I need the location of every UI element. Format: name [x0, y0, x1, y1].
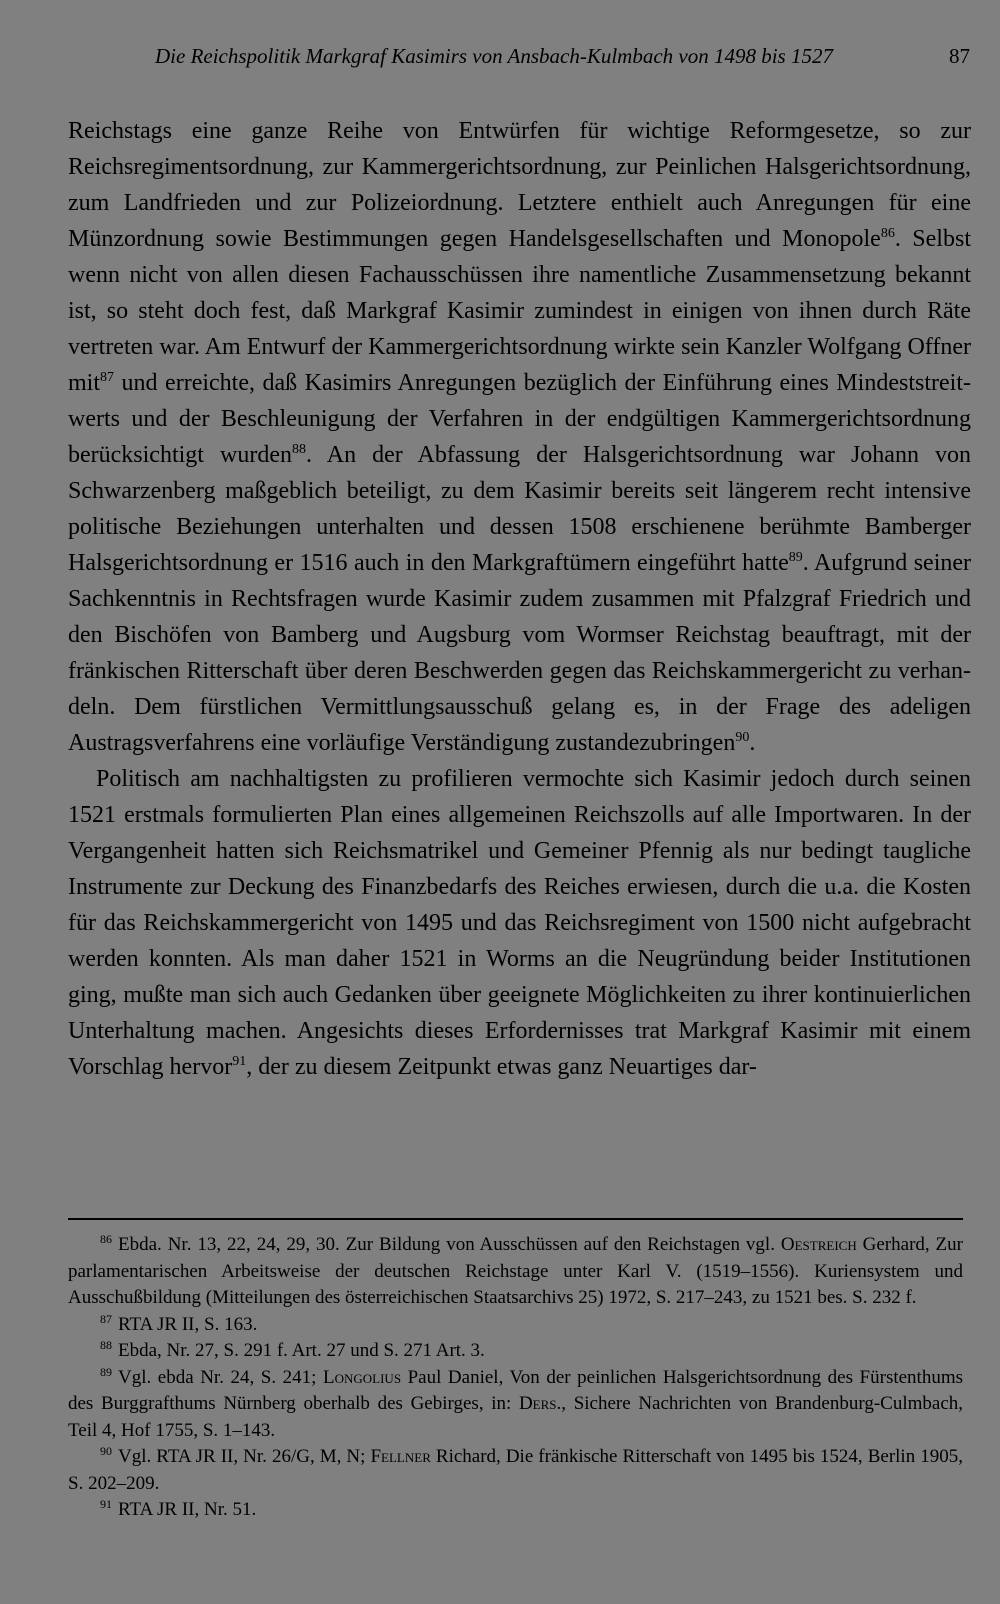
footnote-number — [68, 1312, 118, 1339]
footnote-88 — [68, 1338, 963, 1365]
footnote-number-text: 89 — [100, 1364, 112, 1379]
footnote-text: Paul Daniel, Von der peinlichen Halsgerichtsordnung des Fürstenthums des Burggrafthums Nürnberg oberhalb des Gebirges, in: — [68, 1366, 963, 1414]
footnote-number — [68, 1365, 118, 1392]
footnotes — [68, 1232, 963, 1524]
running-head — [0, 44, 1000, 74]
footnote-ref-86: 86 — [880, 226, 895, 241]
footnote-number — [68, 1338, 118, 1365]
text-run: Politisch am nachhaltigsten zu profilieren vermochte sich Kasimir jedoch durch seinen 1521 erstmals formulierten Plan eines allgemeinen Reichszolls auf alle Importwaren. In der Vergangenheit hatten sich Reichsmatrikel und Gemeiner Pfennig als nur bedingt taugliche Instrumente zur Deckung des Finanzbedarfs des Reiches erwiesen, durch die u.a. die Kosten für das Reichskammergericht von 1495 und das Reichsregiment von 1500 nicht aufgebracht werden konnten. Als man daher 1521 in Worms an die Neugründung beider Institutionen ging, mußte man sich auch Gedanken über geeignete Möglichkeiten zu ihrer kontinuierlichen Unterhaltung machen. Angesichts dieses Erfordernisses trat Markgraf Kasimir mit einem Vorschlag hervor — [68, 766, 971, 1080]
footnote-text: Richard, Die fränkische Ritterschaft von 1495 bis 1524, Berlin 1905, S. 202–209. — [68, 1446, 963, 1494]
main-text — [68, 113, 971, 1085]
footnote-89 — [68, 1365, 963, 1445]
footnote-86 — [68, 1232, 963, 1312]
footnote-number-text: 87 — [100, 1311, 112, 1326]
author-name: Fellner — [370, 1446, 431, 1467]
author-name: Longolius — [323, 1366, 402, 1388]
footnote-number-text: 86 — [100, 1232, 112, 1246]
footnote-text: Ebda, Nr. 27, S. 291 f. Art. 27 und S. 271 Art. 3. — [118, 1340, 485, 1361]
footnote-87 — [68, 1312, 963, 1339]
text-run: . Aufgrund seiner Sachkenntnis in Rechtsfragen wurde Kasimir zudem zusammen mit Pfalzgraf Friedrich und den Bischöfen von Bamberg und Augsburg vom Wormser Reichstag beauftragt, mit der fränkischen Ritterschaft über deren Beschwerden gegen das Reichskammergericht zu verhandeln. Dem fürstlichen Vermittlungsausschuß gelang es, in der Frage des adeligen Austragsverfahrens eine vorläufige Verständigung zustandezubringen — [68, 550, 971, 756]
footnote-number — [68, 1497, 118, 1524]
footnote-text: , Sichere Nachrichten von Brandenburg-Culmbach, Teil 4, Hof 1755, S. 1–143. — [68, 1393, 963, 1441]
text-run: . — [749, 730, 756, 756]
paragraph-1 — [68, 113, 971, 761]
text-run: Reichstags eine ganze Reihe von Entwürfen für wichtige Reformgesetze, so zur Reichsregimentsordnung, zur Kammergerichtsordnung, zur Peinlichen Halsgerichtsordnung, zum Landfrieden und zur Polizeiordnung. Letztere enthielt auch Anregungen für eine Münzordnung sowie Bestimmungen gegen Handelsgesellschaften und Monopole — [68, 118, 971, 252]
footnote-number-text: 91 — [100, 1497, 112, 1511]
text-run: . An der Abfassung der Halsgerichtsordnung war Johann von Schwarzenberg maßgeblich beteiligt, zu dem Kasimir bereits seit längerem recht intensive politische Beziehungen unterhalten und dessen 1508 erschienene berühmte Bamberger Halsgerichtsordnung er 1516 auch in den Markgraftümern eingeführt hatte — [68, 442, 971, 576]
text-run: , der zu diesem Zeitpunkt etwas ganz Neuartiges dar- — [246, 1054, 757, 1080]
footnote-number — [68, 1232, 118, 1259]
footnote-ref-89: 89 — [788, 550, 803, 565]
footnote-text: Vgl. RTA JR II, Nr. 26/G, M, N; — [118, 1446, 371, 1467]
footnote-text: Ebda. Nr. 13, 22, 24, 29, 30. Zur Bildung von Ausschüssen auf den Reichstagen vgl. — [118, 1234, 781, 1255]
footnote-text: RTA JR II, S. 163. — [118, 1313, 258, 1335]
footnote-text: Vgl. ebda Nr. 24, S. 241; — [118, 1366, 323, 1388]
footnote-text: RTA JR II, Nr. 51. — [118, 1499, 257, 1520]
footnote-divider — [68, 1218, 963, 1220]
footnote-ref-88: 88 — [292, 442, 306, 457]
text-run: . Selbst wenn nicht von allen diesen Fachausschüssen ihre namentliche Zusammensetzung bekannt ist, so steht doch fest, daß Markgraf Kasimir zumindest in einigen von ihnen durch Räte vertreten war. Am Entwurf der Kammergerichtsordnung wirkte sein Kanzler Wolfgang Offner mit — [68, 226, 971, 396]
text-run: und erreichte, daß Kasimirs Anregungen bezüglich der Einführung eines Mindeststreitwerts und der Beschleunigung der Verfahren in der endgültigen Kammergerichtsordnung berücksichtigt wurden — [68, 370, 971, 468]
author-name: Oestreich — [780, 1234, 857, 1255]
footnote-90 — [68, 1444, 963, 1497]
footnote-ref-87: 87 — [100, 370, 115, 385]
author-name: Ders. — [518, 1393, 562, 1414]
footnote-text: Gerhard, Zur parlamentarischen Arbeitsweise der deutschen Reichstage unter Karl V. (1519–1556). Kuriensystem und Ausschußbildung (Mitteilungen des österreichischen Staatsarchivs 25) 1972, S. 217–243, zu 1521 bes. S. 232 f. — [68, 1234, 963, 1308]
paragraph-2 — [68, 761, 971, 1085]
footnote-91 — [68, 1497, 963, 1524]
running-title: Die Reichspolitik Markgraf Kasimirs von Ansbach-Kulmbach von 1498 bis 1527 — [155, 44, 833, 68]
footnote-ref-90: 90 — [735, 730, 750, 745]
footnote-number-text: 88 — [100, 1338, 112, 1352]
footnote-number-text: 90 — [100, 1444, 112, 1458]
footnote-number — [68, 1444, 118, 1471]
footnote-ref-91: 91 — [232, 1054, 247, 1069]
page-number: 87 — [949, 44, 970, 68]
